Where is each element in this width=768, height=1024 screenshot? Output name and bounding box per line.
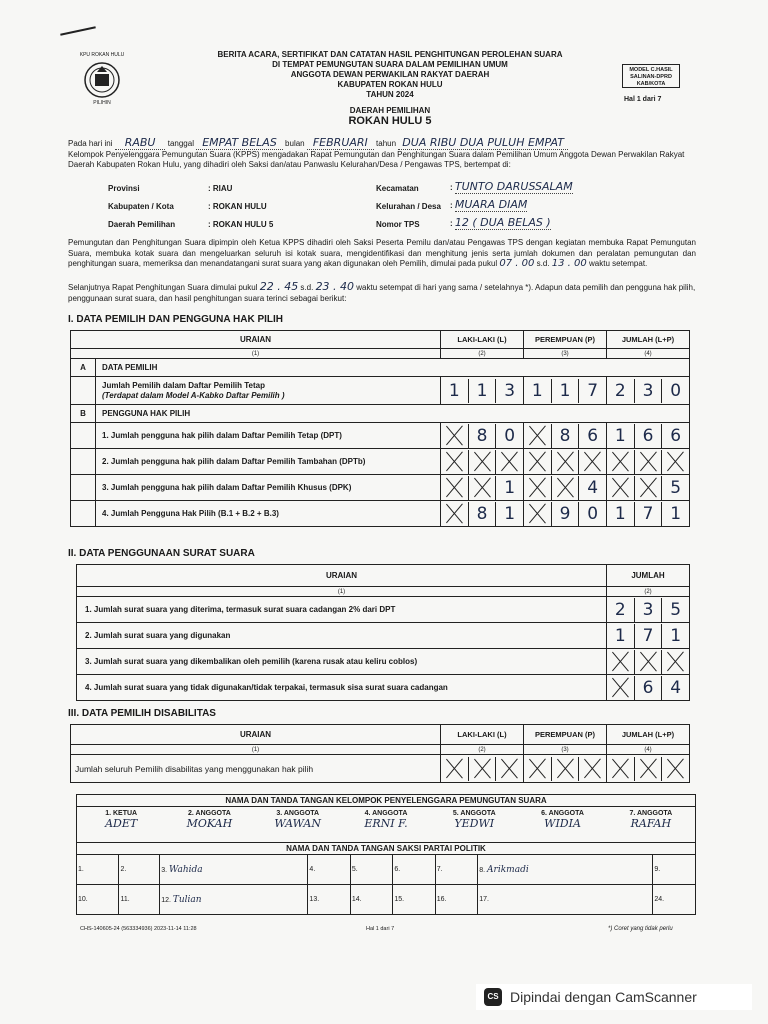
crossed-digit-box	[551, 450, 579, 474]
kpps-signature: WIDIA	[544, 816, 581, 830]
digit-box: 1	[495, 502, 523, 526]
provinsi-value: : RIAU	[208, 184, 233, 193]
crossed-digit-box	[524, 424, 551, 448]
pengguna-laki	[441, 476, 523, 500]
tps-label: Nomor TPS	[376, 220, 420, 229]
crossed-digit-box	[468, 476, 496, 500]
surat-jumlah	[607, 598, 689, 622]
crossed-digit-box	[441, 450, 468, 474]
saksi-cell	[119, 855, 160, 885]
col-jumlah: JUMLAH (L+P)	[607, 331, 690, 349]
kpps-role: 4. ANGGOTA	[364, 809, 408, 817]
kpps-signer	[518, 810, 606, 840]
pengguna-jumlah	[607, 502, 689, 526]
col-num: (2)	[441, 349, 524, 359]
saksi-number: 12.	[161, 896, 171, 904]
surat-jumlah	[607, 650, 689, 674]
saksi-cell	[350, 855, 392, 885]
digit-box: 3	[634, 598, 662, 622]
digit-box: 1	[468, 379, 496, 403]
section3-title: III. DATA PEMILIH DISABILITAS	[68, 708, 216, 719]
kpps-title: NAMA DAN TANDA TANGAN KELOMPOK PENYELENGGARA PEMUNGUTAN SUARA	[77, 795, 696, 807]
document-title	[180, 50, 600, 126]
digit-box: 8	[468, 502, 496, 526]
procedure-text: Pemungutan dan Penghitungan Suara dipimpin oleh Ketua KPPS dihadiri oleh Saksi Peserta Pemilu dan/atau Pengawas TPS dengan kegiatan membuka Rapat Pemungutan Suara, membuka kotak suara dan mengeluarkan seluruh isi kotak suara, mengidentifikasi dan menghitung jenis serta jumlah dokumen dan peralatan pemungutan dan penghitungan suara, memeriksa dan menandatangani surat suara yang akan digunakan oleh Pemilih, dimulai pada pukul	[68, 238, 696, 268]
surat-row-label: 2. Jumlah surat suara yang digunakan	[77, 623, 607, 649]
pengguna-jumlah	[607, 450, 689, 474]
digit-box: 6	[661, 424, 689, 448]
count-tail: waktu setempat di hari yang sama / setelahnya *). Adapun data pemilih dan pengguna hak pilih, penggunaan surat suara, dan hasil penghitungan suara terinci sebagai berikut:	[68, 283, 696, 303]
crossed-digit-box	[524, 476, 551, 500]
col-uraian: URAIAN	[71, 725, 441, 745]
kpps-signer	[342, 810, 430, 840]
pengguna-perempuan	[524, 450, 606, 474]
page-number: Hal 1 dari 7	[624, 96, 662, 103]
digit-box: 1	[531, 380, 543, 401]
saksi-number: 3.	[161, 866, 168, 874]
kpps-role: 7. ANGGOTA	[629, 809, 673, 817]
crossed-digit-box	[524, 450, 551, 474]
digit-box: 0	[495, 424, 523, 448]
dapil-row-value: : ROKAN HULU 5	[208, 220, 274, 229]
title-line: BERITA ACARA, SERTIFIKAT DAN CATATAN HASIL PENGHITUNGAN PEROLEHAN SUARA	[217, 50, 563, 59]
intro-text: Kelompok Penyelenggara Pemungutan Suara (KPPS) mengadakan Rapat Pemungutan dan Penghitungan Suara dalam Pemilihan Umum Anggota Dewan Perwakilan Rakyat Daerah Kabupaten Rokan Hulu, yang dihadiri oleh Saksi dan/atau Panwaslu Kelurahan/Desa / Pengawas TPS, bertempat di:	[68, 150, 685, 169]
dapil-value: ROKAN HULU 5	[348, 115, 432, 127]
crossed-digit-box	[607, 757, 634, 781]
crossed-digit-box	[661, 650, 689, 674]
section-a-code: A	[71, 359, 96, 377]
saksi-number: 11.	[120, 896, 130, 903]
saksi-cell	[393, 885, 435, 915]
count-time-start: 22 . 45	[259, 280, 299, 293]
camscanner-watermark	[476, 984, 752, 1010]
surat-row-label: 3. Jumlah surat suara yang dikembalikan oleh pemilih (karena rusak atau keliru coblos)	[77, 649, 607, 675]
crossed-digit-box	[551, 757, 579, 781]
crossed-digit-box	[578, 757, 606, 781]
digit-box: 1	[614, 625, 626, 646]
pengguna-perempuan	[524, 476, 606, 500]
date-label: tanggal	[167, 139, 194, 148]
digit-box: 0	[578, 502, 606, 526]
kpps-signature: ERNI F.	[364, 816, 408, 830]
footer-note: *) Coret yang tidak perlu	[608, 926, 673, 932]
saksi-cell	[653, 885, 696, 915]
digit-box: 7	[634, 502, 662, 526]
saksi-cell	[478, 855, 653, 885]
digit-box: 6	[578, 424, 606, 448]
saksi-cell	[350, 885, 392, 915]
title-line: KABUPATEN ROKAN HULU	[337, 80, 443, 89]
kecamatan-value: TUNTO DARUSSALAM	[454, 180, 573, 193]
pengguna-jumlah	[607, 476, 689, 500]
dpt-sublabel: (Terdapat dalam Model A-Kabko Daftar Pemilih )	[102, 390, 285, 400]
digit-box: 1	[551, 379, 579, 403]
digit-box: 3	[495, 379, 523, 403]
col-laki: LAKI-LAKI (L)	[441, 331, 524, 349]
col-perempuan: PEREMPUAN (P)	[524, 725, 607, 745]
day-value: RABU	[115, 136, 166, 150]
digit-box: 2	[614, 380, 626, 401]
digit-box: 6	[634, 676, 662, 700]
footer-code: CHS-140605-24 (563334936) 2023-11-14 11:28	[80, 926, 197, 932]
saksi-cell	[435, 885, 477, 915]
saksi-cell	[478, 885, 653, 915]
digit-box: 8	[468, 424, 496, 448]
digit-box: 1	[448, 380, 460, 401]
crossed-digit-box	[634, 450, 662, 474]
saksi-number: 1.	[78, 866, 84, 873]
title-line: DI TEMPAT PEMUNGUTAN SUARA DALAM PEMILIHAN UMUM	[272, 60, 508, 69]
watermark-text: Dipindai dengan CamScanner	[510, 989, 697, 1005]
kpps-signature: ADET	[105, 816, 138, 830]
title-line: ANGGOTA DEWAN PERWAKILAN RAKYAT DAERAH	[290, 70, 490, 79]
pen-mark	[60, 26, 96, 35]
crossed-digit-box	[634, 476, 662, 500]
pengguna-row-label: 4. Jumlah Pengguna Hak Pilih (B.1 + B.2 + B.3)	[96, 501, 441, 527]
dpt-laki	[441, 379, 523, 403]
disabilitas-perempuan	[524, 757, 606, 781]
saksi-cell	[435, 855, 477, 885]
saksi-number: 17.	[479, 896, 489, 903]
kpps-signature: RAFAH	[630, 816, 672, 830]
surat-row-label: 1. Jumlah surat suara yang diterima, termasuk surat suara cadangan 2% dari DPT	[77, 597, 607, 623]
kecamatan-label: Kecamatan	[376, 184, 419, 193]
col-num: (4)	[607, 745, 690, 755]
month-value: FEBRUARI	[307, 136, 374, 150]
digit-box: 3	[634, 379, 662, 403]
count-start-label: Selanjutnya Rapat Penghitungan Suara dimulai pukul	[68, 283, 258, 292]
dpt-label: Jumlah Pemilih dalam Daftar Pemilih Tetap	[102, 380, 266, 390]
col-num: (1)	[71, 745, 441, 755]
dpt-row-label	[96, 377, 441, 405]
kpps-role: 3. ANGGOTA	[276, 809, 320, 817]
crossed-digit-box	[441, 424, 468, 448]
kpps-signer	[607, 810, 695, 840]
kpu-logo	[79, 52, 125, 108]
crossed-digit-box	[578, 450, 606, 474]
digit-box: 0	[661, 379, 689, 403]
saksi-cell	[160, 855, 308, 885]
section3-table	[70, 724, 690, 783]
dpt-perempuan	[524, 379, 606, 403]
col-uraian: URAIAN	[77, 565, 607, 587]
crossed-digit-box	[607, 476, 634, 500]
saksi-title: NAMA DAN TANDA TANGAN SAKSI PARTAI POLITIK	[77, 843, 696, 855]
tps-value: 12 ( DUA BELAS )	[454, 216, 551, 229]
kpps-role: 1. KETUA	[105, 809, 138, 817]
crossed-digit-box	[607, 450, 634, 474]
crossed-digit-box	[634, 757, 662, 781]
kpps-signer	[430, 810, 518, 840]
saksi-number: 10.	[78, 896, 88, 903]
digit-box: 9	[551, 502, 579, 526]
intro-date-line	[68, 136, 708, 149]
pengguna-laki	[441, 424, 523, 448]
col-jumlah: JUMLAH (L+P)	[607, 725, 690, 745]
crossed-digit-box	[495, 757, 523, 781]
section1-table	[70, 330, 690, 527]
col-jumlah: JUMLAH	[607, 565, 690, 587]
saksi-number: 9.	[654, 866, 661, 873]
digit-box: 7	[634, 624, 662, 648]
col-num: (2)	[441, 745, 524, 755]
crossed-digit-box	[441, 502, 468, 526]
crossed-digit-box	[661, 757, 689, 781]
saksi-number: 24.	[654, 896, 665, 903]
signature-table	[76, 794, 696, 915]
section-a-title: DATA PEMILIH	[96, 359, 690, 377]
pengguna-perempuan	[524, 424, 606, 448]
sd-label: s.d.	[536, 259, 550, 268]
pengguna-row-label: 3. Jumlah pengguna hak pilih dalam Daftar Pemilih Khusus (DPK)	[96, 475, 441, 501]
title-line: TAHUN 2024	[366, 90, 414, 99]
section-b-code: B	[71, 405, 96, 423]
surat-jumlah	[607, 624, 689, 648]
kpps-role: 5. ANGGOTA	[452, 809, 496, 817]
col-num: (3)	[524, 349, 607, 359]
col-uraian: URAIAN	[71, 331, 441, 349]
kabupaten-value: : ROKAN HULU	[208, 202, 267, 211]
digit-box: 6	[634, 424, 662, 448]
saksi-number: 2.	[120, 866, 127, 873]
kpps-signer	[254, 810, 342, 840]
pengguna-perempuan	[524, 502, 606, 526]
saksi-number: 7.	[436, 866, 443, 873]
crossed-digit-box	[524, 757, 551, 781]
footer-page: Hal 1 dari 7	[366, 926, 395, 932]
crossed-digit-box	[495, 450, 523, 474]
saksi-signature: Tulian	[172, 894, 202, 905]
pengguna-jumlah	[607, 424, 689, 448]
sd-label: s.d.	[300, 283, 314, 292]
saksi-signature: Arikmadi	[487, 864, 529, 875]
col-num: (3)	[524, 745, 607, 755]
day-label: Pada hari ini	[68, 139, 113, 148]
digit-box: 1	[495, 476, 523, 500]
kpps-signature: YEDWI	[454, 816, 495, 830]
saksi-number: 6.	[394, 866, 401, 873]
pengguna-laki	[441, 502, 523, 526]
saksi-cell	[119, 885, 160, 915]
logo-text-bottom: PILIHIN	[93, 100, 111, 106]
crossed-digit-box	[441, 476, 468, 500]
saksi-cell	[160, 885, 308, 915]
crossed-digit-box	[441, 757, 468, 781]
time-end: 13 . 00	[551, 258, 587, 269]
camscanner-logo-icon: CS	[484, 988, 502, 1006]
crossed-digit-box	[524, 502, 551, 526]
saksi-cell	[393, 855, 435, 885]
procedure-paragraph	[68, 238, 696, 270]
col-laki: LAKI-LAKI (L)	[441, 725, 524, 745]
dapil-row-label: Daerah Pemilihan	[108, 220, 176, 229]
digit-box: 4	[578, 476, 606, 500]
crossed-digit-box	[551, 476, 579, 500]
procedure-tail: waktu setempat.	[589, 259, 648, 268]
col-num: (2)	[607, 587, 690, 597]
digit-box: 5	[661, 598, 689, 622]
disabilitas-label: Jumlah seluruh Pemilih disabilitas yang menggunakan hak pilih	[71, 755, 441, 783]
crossed-digit-box	[468, 450, 496, 474]
saksi-number: 5.	[351, 866, 358, 873]
section1-title: I. DATA PEMILIH DAN PENGGUNA HAK PILIH	[68, 314, 283, 325]
kpps-signature: WAWAN	[274, 816, 321, 830]
location-block: Provinsi : RIAU Kabupaten / Kota : ROKAN HULU Daerah Pemilihan : ROKAN HULU 5 Kecamatan : TUNTO DARUSSALAM Kelurahan / Desa : MUARA DIAM Nomor TPS : 12 ( DUA BELAS )	[108, 180, 573, 229]
crossed-digit-box	[468, 757, 496, 781]
digit-box: 2	[614, 599, 626, 620]
digit-box: 1	[614, 503, 626, 524]
saksi-cell	[653, 855, 696, 885]
saksi-number: 15.	[394, 896, 405, 903]
section-b-title: PENGGUNA HAK PILIH	[96, 405, 690, 423]
time-start: 07 . 00	[499, 258, 535, 269]
kpps-signatures	[77, 810, 695, 840]
section2-table	[76, 564, 690, 701]
date-value: EMPAT BELAS	[196, 136, 283, 150]
pengguna-row-label: 1. Jumlah pengguna hak pilih dalam Daftar Pemilih Tetap (DPT)	[96, 423, 441, 449]
col-perempuan: PEREMPUAN (P)	[524, 331, 607, 349]
pengguna-row-label: 2. Jumlah pengguna hak pilih dalam Daftar Pemilih Tambahan (DPTb)	[96, 449, 441, 475]
count-paragraph	[68, 282, 696, 304]
col-num: (4)	[607, 349, 690, 359]
crossed-digit-box	[661, 450, 689, 474]
surat-jumlah	[607, 676, 689, 700]
surat-row-label: 4. Jumlah surat suara yang tidak digunakan/tidak terpakai, termasuk sisa surat suara cadangan	[77, 675, 607, 701]
desa-value: MUARA DIAM	[454, 198, 528, 211]
col-num: (1)	[77, 587, 607, 597]
saksi-number: 4.	[309, 866, 316, 873]
dpt-jumlah	[607, 379, 689, 403]
saksi-number: 16.	[436, 896, 447, 903]
pengguna-laki	[441, 450, 523, 474]
month-label: bulan	[285, 139, 305, 148]
saksi-cell	[308, 885, 350, 915]
digit-box: 4	[661, 676, 689, 700]
model-box: MODEL C.HASIL SALINAN-DPRD KAB/KOTA	[622, 64, 680, 88]
saksi-number: 14.	[351, 896, 362, 903]
kpps-signature: MOKAH	[186, 816, 233, 830]
saksi-cell	[308, 855, 350, 885]
provinsi-label: Provinsi	[108, 184, 140, 193]
digit-box: 5	[661, 476, 689, 500]
desa-label: Kelurahan / Desa	[376, 202, 441, 211]
digit-box: 8	[551, 424, 579, 448]
dapil-label: DAERAH PEMILIHAN	[349, 106, 431, 115]
disabilitas-jumlah	[607, 757, 689, 781]
disabilitas-laki	[441, 757, 523, 781]
kpps-signer	[77, 810, 165, 840]
kpps-signer	[165, 810, 253, 840]
saksi-signature: Wahida	[168, 864, 203, 875]
year-value: DUA RIBU DUA PULUH EMPAT	[398, 136, 568, 150]
saksi-number: 8.	[479, 866, 486, 874]
saksi-cell	[77, 885, 119, 915]
col-num: (1)	[71, 349, 441, 359]
saksi-number: 13.	[309, 896, 320, 903]
count-time-end: 23 . 40	[315, 280, 355, 293]
kpps-role: 2. ANGGOTA	[188, 809, 231, 817]
section2-title: II. DATA PENGGUNAAN SURAT SUARA	[68, 548, 255, 559]
kpps-role: 6. ANGGOTA	[541, 809, 584, 817]
digit-box: 1	[661, 624, 689, 648]
digit-box: 1	[661, 502, 689, 526]
crossed-digit-box	[607, 676, 634, 700]
crossed-digit-box	[634, 650, 662, 674]
logo-text-top: KPU ROKAN HULU	[79, 52, 125, 58]
digit-box: 1	[614, 425, 626, 446]
saksi-cell	[77, 855, 119, 885]
digit-box: 7	[578, 379, 606, 403]
kabupaten-label: Kabupaten / Kota	[108, 202, 174, 211]
crossed-digit-box	[607, 650, 634, 674]
year-label: tahun	[376, 139, 397, 148]
